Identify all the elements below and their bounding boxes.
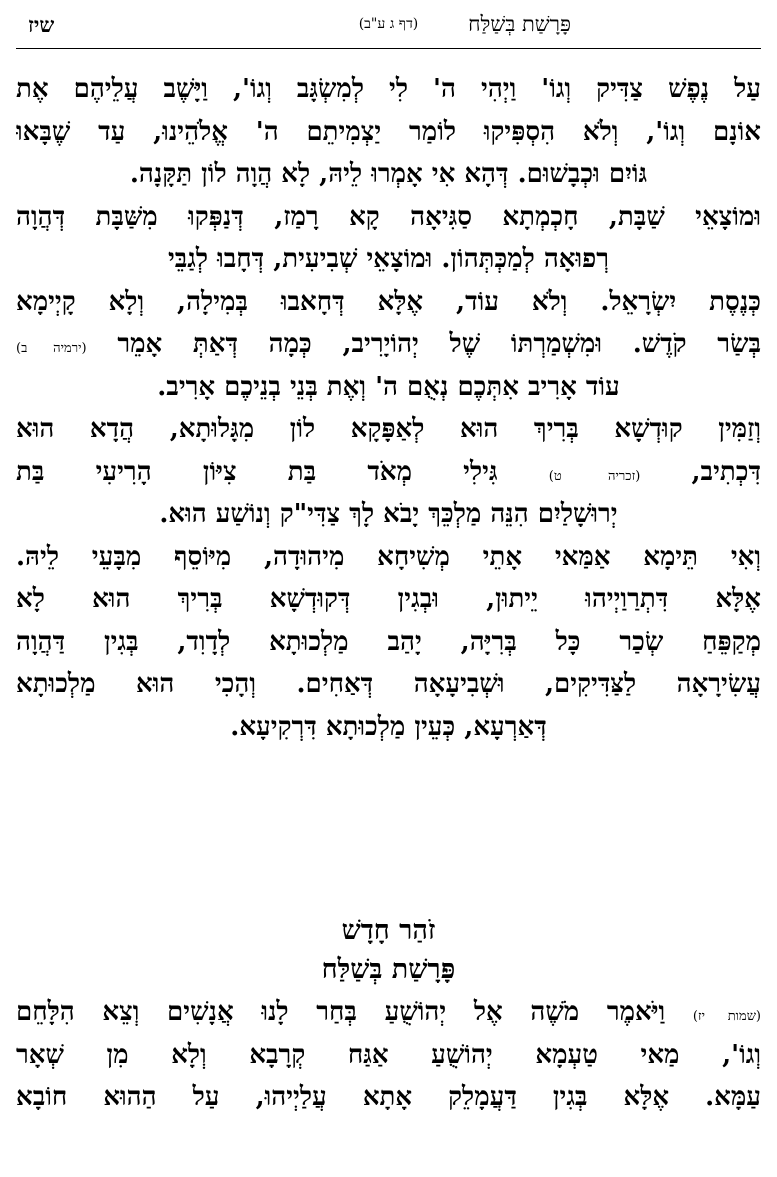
scripture-citation: (שמות יז) bbox=[692, 1009, 761, 1024]
text-line: עַל נֶפֶשׁ צַדִּיק וְגוֹ' וַיְהִי ה' לִי לְמִשְׂגָּב וְגוֹ', וַיָּשֶׁב עֲלֵיהֶם אֶת bbox=[16, 74, 761, 104]
text-line: מְקַפֵּחַ שְׂכַר כָּל בְּרִיָּה, יָהַב מַלְכוּתָא לְדָוִד, בְּגִין דַּהֲוָה bbox=[16, 626, 761, 657]
text-line: דְּאַרְעָא, כְּעֵין מַלְכוּתָא דִּרְקִיעָא. bbox=[230, 711, 547, 742]
text-line: יְרוּשָׁלַיִם הִנֵּה מַלְכֵּךְ יָבֹא לָךְ צַדִּי"ק וְנוֹשַׁע הוּא. bbox=[159, 499, 618, 529]
running-header bbox=[16, 0, 761, 49]
text-line: אֶלָּא דִּתְרַוַיְיהוּ יֵיתוּן, וּבְגִין דְּקוּדְשָׁא בְּרִיךְ הוּא לָא bbox=[16, 584, 761, 614]
text-line: (שמות יז) וַיֹּאמֶר מֹשֶׁה אֶל יְהוֹשֻׁעַ בְּחַר לָנוּ אֲנָשִׁים וְצֵא הִלָּחֵם bbox=[16, 997, 761, 1027]
page-number: שיז bbox=[28, 12, 55, 37]
text-line: כְּנֶסֶת יִשְׂרָאֵל. וְלֹא עוֹד, אֶלָּא דְּחָאבוּ בְּמִילָה, וְלָא קָיְימָא bbox=[16, 286, 761, 317]
text-line: עַמָּא. אֶלָּא בְּגִין דַּעֲמָלֵק אָתָא עֲלַיְיהוּ, עַל הַהוּא חוֹבָא bbox=[16, 1082, 761, 1112]
text-line: וְגוֹ', מַאי טַעְמָא יְהוֹשֻׁעַ אַגַּח קְרָבָא וְלָא מִן שְׁאָר bbox=[16, 1039, 761, 1070]
text-line: וּמוֹצָאֵי שַׁבָּת, חָכְמְתָא סַגִּיאָה קָא רָמַז, דְּנַפְּקוּ מִשַּׁבָּת דְּהֲוָה bbox=[16, 201, 761, 232]
text-line: גּוֹיִם וּכְבָשׁוּם. דְּהָא אִי אָמְרוּ לֵיהּ, לָא הֲוָה לוֹן תַּקָּנָה. bbox=[129, 159, 648, 189]
scripture-citation: (זכריה ט) bbox=[548, 468, 641, 484]
text-line: עוֹד אָרִיב אִתְּכֶם נְאֻם ה' וְאֶת בְּנֵי בְנֵיכֶם אָרִיב. bbox=[157, 371, 620, 402]
text-line: וְזַמִּין קוּדְשָׁא בְּרִיךְ הוּא לְאַפָּקָא לוֹן מִגָּלוּתָא, הֲדָא הוּא bbox=[16, 414, 761, 444]
scripture-citation: (ירמיה ב) bbox=[16, 341, 87, 356]
folio-reference: (דף ג ע"ב) bbox=[358, 16, 419, 32]
section-text bbox=[16, 991, 761, 1119]
section-heading bbox=[0, 912, 777, 990]
section-subtitle: פָּרָשַׁת בְּשַׁלַּח bbox=[321, 954, 456, 985]
parasha-title: פָּרָשַׁת בְּשַׁלַּח bbox=[468, 12, 571, 36]
text-line: דִּכְתִיב, (זכריה ט) גִּילִי מְאֹד בַּת צִיּוֹן הָרִיעִי בַּת bbox=[16, 456, 761, 487]
text-line: עֲשִׂירָאָה לַצַּדִּיקִים, וּשְׁבִיעָאָה דְּאַחִים. וְהָכִי הוּא מַלְכוּתָא bbox=[16, 669, 761, 699]
text-line: וְאִי תֵּימָא אַמַּאי אָתֵי מְשִׁיחָא מִיהוּדָה, מִיּוֹסֵף מִבָּעֵי לֵיהּ. bbox=[16, 541, 761, 572]
section-title: זֹהַר חָדָשׁ bbox=[341, 915, 436, 946]
main-text bbox=[16, 68, 761, 748]
text-line: רְפוּאָה לְמַכְּתְּהוֹן. וּמוֹצָאֵי שְׁבִיעִית, דְּחָבוּ לְגַבֵּי bbox=[167, 244, 610, 274]
text-line: בְּשַׂר קֹדֶשׁ. וּמִשְׁמַרְתּוֹ שֶׁל יְהוֹיָרִיב, כְּמָה דְּאַתְּ אָמֵר (ירמיה ב) bbox=[16, 329, 761, 359]
text-line: אוֹנָם וְגוֹ', וְלֹא הִסְפִּיקוּ לוֹמַר יַצְמִיתֵם ה' אֱלֹהֵינוּ, עַד שֶׁבָּאוּ bbox=[16, 116, 761, 147]
